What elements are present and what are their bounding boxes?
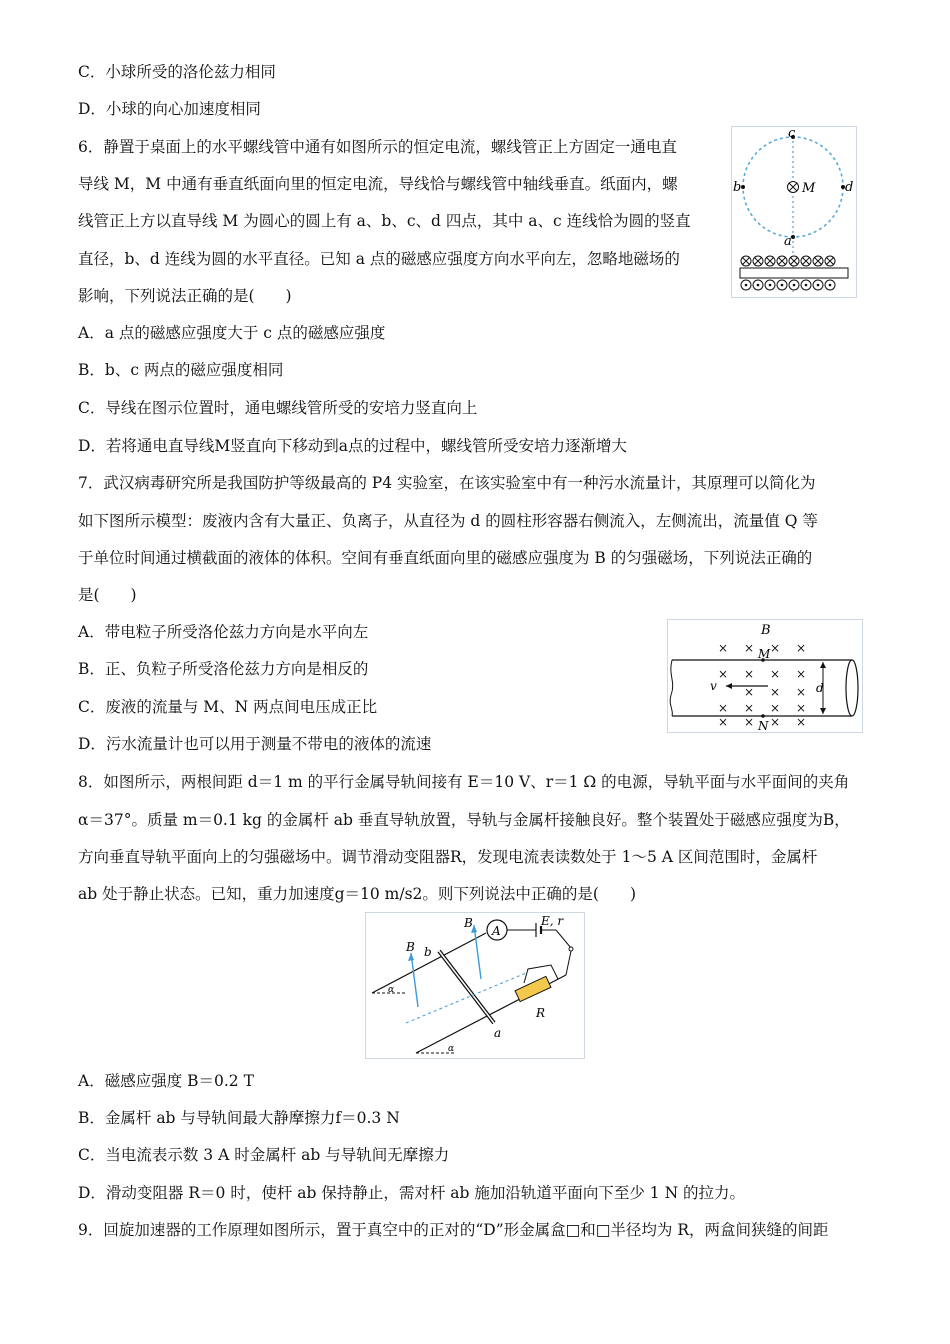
svg-text:×: ×: [718, 715, 729, 729]
q8-stem-line-2: α＝37°。质量 m＝0.1 kg 的金属杆 ab 垂直导轨放置，导轨与金属杆接触良好。整个装置处于磁感应强度为B，: [78, 811, 850, 829]
q7-option-c: C．废液的流量与 M、N 两点间电压成正比: [78, 698, 378, 716]
label-b-field-1: B: [406, 940, 415, 954]
switch-icon: [556, 930, 571, 948]
label-alpha-2: α: [448, 1044, 455, 1054]
label-b: b: [733, 180, 742, 195]
svg-text:×: ×: [796, 715, 807, 729]
q6-option-c: C．导线在图示位置时，通电螺线管所受的安培力竖直向上: [78, 399, 478, 417]
q8-figure-svg: [366, 913, 584, 1058]
q7-stem-line-1: 7．武汉病毒研究所是我国防护等级最高的 P4 实验室，在该实验室中有一种污水流量计，其原理可以简化为: [78, 474, 816, 492]
q9-stem-line-1: 9．回旋加速器的工作原理如图所示，置于真空中的正对的“D”形金属盒□和□半径均为 R，两盒间狭缝的间距: [78, 1221, 829, 1239]
rheostat-icon: [515, 976, 551, 1001]
label-ammeter: A: [492, 924, 501, 938]
svg-text:×: ×: [770, 685, 781, 699]
q8-option-a: A．磁感应强度 B＝0.2 T: [78, 1072, 254, 1090]
q7-stem-line-4: 是( ): [78, 586, 137, 604]
q6-stem-line-3: 线管正上方以直导线 M 为圆心的圆上有 a、b、c、d 四点，其中 a、c 连线恰为圆的竖直: [78, 212, 691, 230]
svg-text:×: ×: [718, 701, 729, 715]
svg-text:×: ×: [744, 685, 755, 699]
q5-option-c: C．小球所受的洛伦兹力相同: [78, 63, 276, 81]
b-arrow-1: [411, 953, 418, 1007]
q8-stem-line-3: 方向垂直导轨平面向上的匀强磁场中。调节滑动变阻器R，发现电流表读数处于 1～5 A 区间范围时，金属杆: [78, 848, 818, 866]
svg-text:×: ×: [796, 701, 807, 715]
q8-figure: [365, 912, 585, 1059]
q6-option-d: D．若将通电直导线M竖直向下移动到a点的过程中，螺线管所受安培力逐渐增大: [78, 437, 628, 455]
q6-figure: [731, 126, 857, 298]
label-d: d: [816, 681, 824, 695]
svg-text:×: ×: [744, 641, 755, 655]
solenoid-top-row: [741, 256, 835, 266]
svg-text:×: ×: [770, 701, 781, 715]
q7-option-b: B．正、负粒子所受洛伦兹力方向是相反的: [78, 660, 369, 678]
label-m: M: [802, 181, 816, 196]
label-v: v: [710, 679, 717, 693]
q6-option-a: A．a 点的磁感应强度大于 c 点的磁感应强度: [78, 324, 386, 342]
svg-text:×: ×: [718, 641, 729, 655]
label-b-rod: b: [424, 945, 432, 959]
label-alpha-1: α: [388, 985, 395, 995]
rail-upper: [372, 933, 486, 993]
q6-stem-line-2: 导线 M，M 中通有垂直纸面向里的恒定电流，导线恰与螺线管中轴线垂直。纸面内，螺: [78, 175, 678, 193]
solenoid-bottom-row: [741, 280, 835, 290]
q6-stem-line-4: 直径，b、d 连线为圆的水平直径。已知 a 点的磁感应强度方向水平向左，忽略地磁场的: [78, 250, 680, 268]
q6-stem-line-5: 影响，下列说法正确的是( ): [78, 287, 292, 305]
svg-text:×: ×: [796, 641, 807, 655]
label-m: M: [758, 647, 771, 661]
svg-text:×: ×: [796, 667, 807, 681]
q5-option-d: D．小球的向心加速度相同: [78, 100, 261, 118]
svg-text:×: ×: [770, 641, 781, 655]
q7-option-a: A．带电粒子所受洛伦兹力方向是水平向左: [78, 623, 369, 641]
svg-text:×: ×: [744, 701, 755, 715]
q7-stem-line-2: 如下图所示模型：废液内含有大量正、负离子，从直径为 d 的圆柱形容器右侧流入，左侧流出，流量值 Q 等: [78, 512, 818, 530]
svg-text:×: ×: [770, 715, 781, 729]
b-arrow-2: [474, 925, 481, 979]
q7-figure: [667, 619, 863, 733]
label-n: N: [758, 719, 769, 732]
label-er: E, r: [541, 914, 564, 928]
label-a-rod: a: [494, 1026, 502, 1040]
svg-text:×: ×: [718, 667, 729, 681]
solenoid-core: [740, 268, 848, 278]
label-a: a: [784, 234, 792, 249]
q6-option-b: B．b、c 两点的磁应强度相同: [78, 361, 284, 379]
q7-figure-svg: [668, 620, 862, 732]
q7-option-d: D．污水流量计也可以用于测量不带电的液体的流速: [78, 735, 432, 753]
q8-option-c: C．当电流表示数 3 A 时金属杆 ab 与导轨间无摩擦力: [78, 1146, 450, 1164]
svg-text:×: ×: [744, 715, 755, 729]
label-c: c: [788, 127, 796, 141]
pipe-end: [846, 660, 858, 716]
svg-text:×: ×: [744, 667, 755, 681]
label-b: B: [761, 623, 771, 638]
label-b-field-2: B: [464, 916, 473, 930]
label-r: R: [536, 1006, 546, 1020]
q7-stem-line-3: 于单位时间通过横截面的液体的体积。空间有垂直纸面向里的磁感应强度为 B 的匀强磁场，下列说法正确的: [78, 549, 813, 567]
q8-option-d: D．滑动变阻器 R＝0 时，使杆 ab 保持静止，需对杆 ab 施加沿轨道平面向下至少 1 N 的拉力。: [78, 1184, 746, 1202]
svg-text:×: ×: [796, 685, 807, 699]
q6-stem-line-1: 6．静置于桌面上的水平螺线管中通有如图所示的恒定电流，螺线管正上方固定一通电直: [78, 138, 677, 156]
svg-text:×: ×: [770, 667, 781, 681]
q6-figure-svg: [732, 127, 856, 297]
q8-stem-line-4: ab 处于静止状态。已知，重力加速度g＝10 m/s2。则下列说法中正确的是( ): [78, 885, 636, 903]
label-d: d: [845, 180, 854, 195]
q8-stem-line-1: 8．如图所示，两根间距 d＝1 m 的平行金属导轨间接有 E＝10 V、r＝1 Ω 的电源，导轨平面与水平面间的夹角: [78, 773, 850, 791]
point-b: [741, 185, 745, 189]
q8-option-b: B．金属杆 ab 与导轨间最大静摩擦力f＝0.3 N: [78, 1109, 400, 1127]
